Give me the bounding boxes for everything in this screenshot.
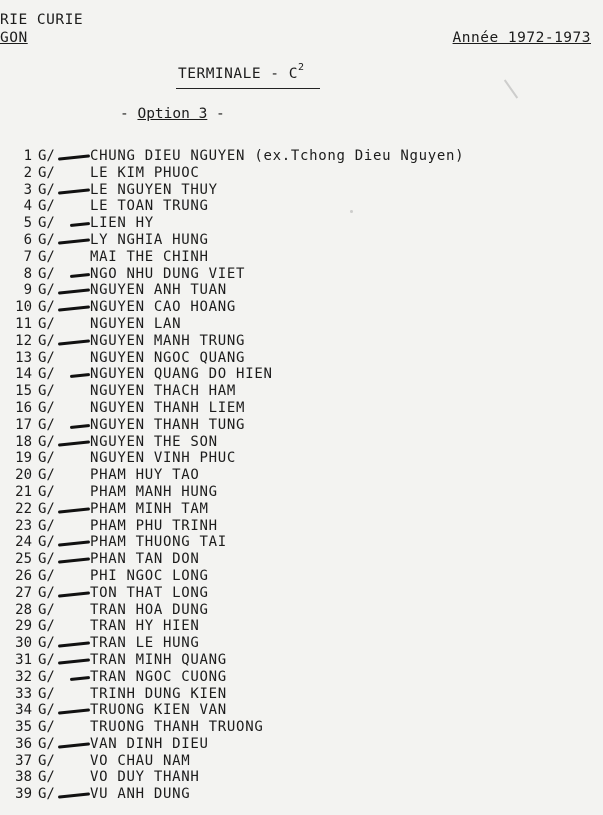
- student-group: G/: [38, 752, 55, 769]
- student-number: 20: [15, 467, 32, 484]
- student-number: 28: [15, 601, 32, 618]
- student-name: NGUYEN THACH HAM: [90, 383, 237, 400]
- student-name: LE NGUYEN THUY: [90, 181, 218, 198]
- student-number: 25: [15, 551, 32, 568]
- handwritten-tick-mark: [70, 676, 90, 681]
- student-name: VU ANH DUNG: [90, 786, 191, 803]
- handwritten-tick-mark: [58, 541, 90, 547]
- student-name: PHI NGOC LONG: [90, 567, 209, 584]
- student-name: PHAM MINH TAM: [90, 500, 209, 517]
- student-name: PHAM MANH HUNG: [90, 483, 218, 500]
- student-group: G/: [38, 282, 55, 299]
- student-group: G/: [38, 467, 55, 484]
- school-name-line2: GON: [0, 30, 28, 46]
- student-group: G/: [38, 416, 55, 433]
- student-group: G/: [38, 181, 55, 198]
- student-number: 21: [15, 483, 32, 500]
- school-name-line1: RIE CURIE: [0, 12, 84, 28]
- student-name: LE TOAN TRUNG: [90, 198, 209, 215]
- student-name: TRUONG KIEN VAN: [90, 702, 227, 719]
- student-group: G/: [38, 517, 55, 534]
- student-number: 10: [15, 299, 32, 316]
- student-number: 27: [15, 584, 32, 601]
- student-number: 14: [15, 366, 32, 383]
- student-group: G/: [38, 685, 55, 702]
- student-name: NGUYEN QUANG DO HIEN: [90, 366, 273, 383]
- student-group: G/: [38, 735, 55, 752]
- handwritten-tick-mark: [58, 793, 90, 799]
- student-group: G/: [38, 500, 55, 517]
- student-number: 37: [15, 752, 32, 769]
- student-name: LE KIM PHUOC: [90, 164, 200, 181]
- student-group: G/: [38, 702, 55, 719]
- student-name: LIEN HY: [90, 215, 154, 232]
- handwritten-tick-mark: [58, 557, 90, 563]
- student-name: NGUYEN LAN: [90, 315, 182, 332]
- student-name: TRAN HOA DUNG: [90, 601, 209, 618]
- school-year: Année 1972-1973: [452, 30, 591, 46]
- student-name: TRAN LE HUNG: [90, 635, 200, 652]
- handwritten-tick-mark: [58, 641, 90, 647]
- student-name: CHUNG DIEU NGUYEN (ex.Tchong Dieu Nguyen): [90, 148, 465, 164]
- student-group: G/: [38, 248, 55, 265]
- student-name: PHAN TAN DON: [90, 551, 200, 568]
- handwritten-tick-mark: [58, 154, 90, 160]
- student-number: 3: [23, 181, 32, 198]
- student-number: 2: [23, 164, 32, 181]
- student-name: NGUYEN VINH PHUC: [90, 450, 237, 467]
- student-number: 36: [15, 735, 32, 752]
- student-number: 9: [23, 282, 32, 299]
- student-name: PHAM PHU TRINH: [90, 517, 218, 534]
- student-name: VO CHAU NAM: [90, 752, 191, 769]
- student-number: 5: [23, 215, 32, 232]
- student-number: 22: [15, 500, 32, 517]
- student-name: NGUYEN MANH TRUNG: [90, 332, 246, 349]
- student-group: G/: [38, 383, 55, 400]
- student-group: G/: [38, 584, 55, 601]
- student-name: NGUYEN THE SON: [90, 433, 218, 450]
- student-group: G/: [38, 786, 55, 803]
- student-group: G/: [38, 618, 55, 635]
- student-number: 1: [23, 148, 32, 164]
- handwritten-tick-mark: [70, 373, 90, 378]
- student-name: NGUYEN THANH TUNG: [90, 416, 246, 433]
- student-number: 15: [15, 383, 32, 400]
- student-group: G/: [38, 601, 55, 618]
- student-number: 16: [15, 399, 32, 416]
- student-group: G/: [38, 164, 55, 181]
- student-group: G/: [38, 433, 55, 450]
- student-number: 30: [15, 635, 32, 652]
- student-group: G/: [38, 719, 55, 736]
- student-group: G/: [38, 635, 55, 652]
- student-number: 26: [15, 567, 32, 584]
- student-name: VAN DINH DIEU: [90, 735, 209, 752]
- class-title: TERMINALE - $C^2$: [178, 62, 305, 82]
- student-name: LY NGHIA HUNG: [90, 231, 209, 248]
- paper-speck: [350, 210, 353, 213]
- paper-smudge: [504, 79, 518, 98]
- student-group: G/: [38, 399, 55, 416]
- student-name: TRAN NGOC CUONG: [90, 668, 227, 685]
- class-title-underline: [176, 88, 320, 89]
- student-name: MAI THE CHINH: [90, 248, 209, 265]
- student-name: PHAM THUONG TAI: [90, 534, 227, 551]
- student-number: 12: [15, 332, 32, 349]
- student-group: G/: [38, 534, 55, 551]
- handwritten-tick-mark: [58, 238, 90, 244]
- handwritten-tick-mark: [58, 591, 90, 597]
- student-number: 17: [15, 416, 32, 433]
- student-group: G/: [38, 198, 55, 215]
- student-group: G/: [38, 567, 55, 584]
- handwritten-tick-mark: [58, 289, 90, 295]
- student-name: NGUYEN NGOC QUANG: [90, 349, 246, 366]
- student-group: G/: [38, 651, 55, 668]
- student-number: 32: [15, 668, 32, 685]
- student-name: NGO NHU DUNG VIET: [90, 265, 246, 282]
- student-number: 8: [23, 265, 32, 282]
- student-number: 38: [15, 769, 32, 786]
- handwritten-tick-mark: [58, 742, 90, 748]
- student-number: 39: [15, 786, 32, 803]
- student-group: G/: [38, 450, 55, 467]
- student-name: NGUYEN THANH LIEM: [90, 399, 246, 416]
- student-number: 34: [15, 702, 32, 719]
- student-group: G/: [38, 215, 55, 232]
- student-group: G/: [38, 769, 55, 786]
- handwritten-tick-mark: [58, 306, 90, 312]
- student-group: G/: [38, 349, 55, 366]
- student-number: 24: [15, 534, 32, 551]
- handwritten-tick-mark: [58, 339, 90, 345]
- student-group: G/: [38, 299, 55, 316]
- handwritten-tick-mark: [58, 709, 90, 715]
- handwritten-tick-mark: [58, 188, 90, 194]
- student-group: G/: [38, 551, 55, 568]
- student-name: NGUYEN ANH TUAN: [90, 282, 227, 299]
- student-name: TRUONG THANH TRUONG: [90, 719, 264, 736]
- student-group: G/: [38, 148, 55, 164]
- student-group: G/: [38, 332, 55, 349]
- handwritten-tick-mark: [58, 440, 90, 446]
- student-number: 23: [15, 517, 32, 534]
- student-name: TRINH DUNG KIEN: [90, 685, 227, 702]
- handwritten-tick-mark: [58, 507, 90, 513]
- student-name: TRAN MINH QUANG: [90, 651, 227, 668]
- student-number: 6: [23, 231, 32, 248]
- student-group: G/: [38, 366, 55, 383]
- student-number: 11: [15, 315, 32, 332]
- student-name: PHAM HUY TAO: [90, 467, 200, 484]
- student-number: 31: [15, 651, 32, 668]
- student-name: TRAN HY HIEN: [90, 618, 200, 635]
- handwritten-tick-mark: [70, 273, 90, 278]
- student-number: 19: [15, 450, 32, 467]
- student-number: 29: [15, 618, 32, 635]
- student-name: NGUYEN CAO HOANG: [90, 299, 237, 316]
- student-group: G/: [38, 668, 55, 685]
- student-number: 4: [23, 198, 32, 215]
- student-name: TON THAT LONG: [90, 584, 209, 601]
- student-number: 13: [15, 349, 32, 366]
- handwritten-tick-mark: [70, 222, 90, 227]
- student-group: G/: [38, 315, 55, 332]
- student-group: G/: [38, 483, 55, 500]
- student-name: VO DUY THANH: [90, 769, 200, 786]
- student-number: 33: [15, 685, 32, 702]
- student-number: 35: [15, 719, 32, 736]
- student-number: 7: [23, 248, 32, 265]
- student-number: 18: [15, 433, 32, 450]
- handwritten-tick-mark: [70, 424, 90, 429]
- student-group: G/: [38, 265, 55, 282]
- option-heading: - Option 3 -: [120, 106, 225, 122]
- handwritten-tick-mark: [58, 658, 90, 664]
- student-group: G/: [38, 231, 55, 248]
